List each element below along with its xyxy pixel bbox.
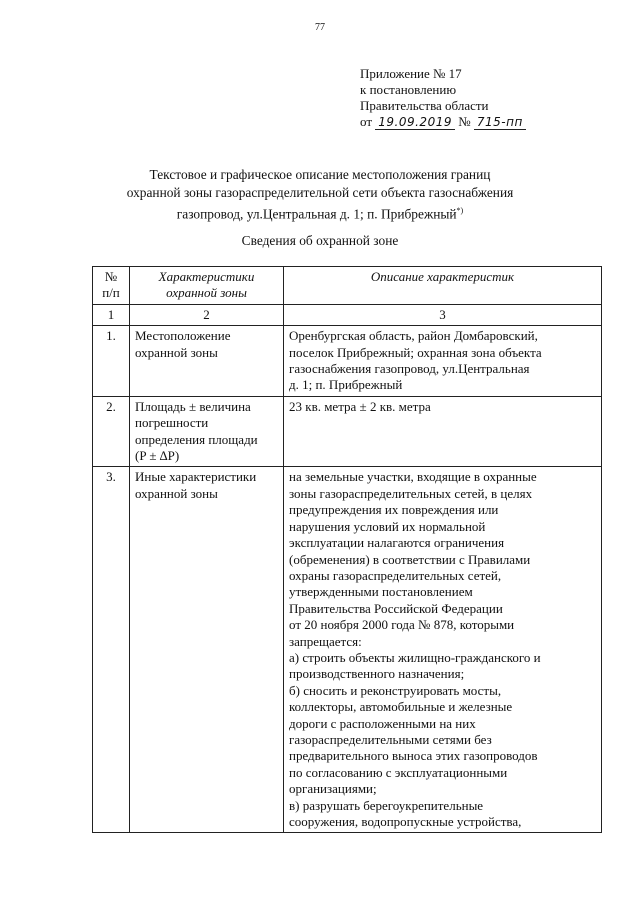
row-number: 3. [93,467,130,833]
appendix-line-2: к постановлению [360,82,457,97]
text-line: Оренбургская область, район Домбаровский, [289,328,538,344]
table-index-row [93,304,602,325]
page-number: 77 [315,22,325,33]
title-line-1: Текстовое и графическое описание местоположения границ [149,167,491,182]
date-prefix: от [360,114,373,129]
text-line: Площадь ± величина [135,398,251,414]
text-line: организациями; [289,781,377,797]
header-characteristics-line-2: охранной зоны [166,285,247,301]
text-line: на земельные участки, входящие в охранные [289,469,537,485]
section-subtitle: Сведения об охранной зоне [241,233,399,248]
text-line: запрещается: [289,633,362,649]
handwritten-number: 715-пп [474,115,526,130]
text-line: газоснабжения газопровод, ул.Центральная [289,361,530,377]
text-line: погрешности [135,415,209,431]
index-cell: 2 [130,304,284,325]
appendix-line-1: Приложение № 17 [360,66,462,81]
header-description: Описание характеристик [284,267,602,305]
title-line-2: охранной зоны газораспределительной сети объекта газоснабжения [126,185,514,200]
row-description [284,467,602,833]
row-number: 1. [93,326,130,397]
title-line-3-text: газопровод, ул.Центральная д. 1; п. Прибрежный [176,206,457,222]
number-prefix: № [458,114,471,129]
text-line: а) строить объекты жилищно-гражданского и [289,649,541,665]
handwritten-date: 19.09.2019 [375,115,455,130]
zone-info-table [92,266,602,833]
footnote-mark: *) [456,206,464,215]
appendix-date-line [360,114,526,130]
text-line: производственного назначения; [289,666,465,682]
text-line: предварительного выноса этих газопроводов [289,748,538,764]
header-number-line-1: № [104,269,118,284]
text-line: зоны газораспределительных сетей, в целях [289,485,533,501]
table-row [93,467,602,833]
row-characteristic [130,326,284,397]
title-line-3 [60,202,580,223]
text-line: Правительства Российской Федерации [289,600,503,616]
text-line: коллекторы, автомобильные и железные [289,699,513,715]
text-line: охранной зоны [135,344,218,360]
table-row [93,326,602,397]
header-characteristics-line-1: Характеристики [158,269,255,284]
text-line: охраны газораспределительных сетей, [289,567,502,583]
index-cell: 3 [284,304,602,325]
appendix-line-3: Правительства области [360,98,489,113]
text-line: Местоположение [135,328,231,344]
row-characteristic [130,396,284,467]
row-characteristic [130,467,284,833]
text-line: дороги с расположенными на них [289,715,476,731]
text-line: (обременения) в соответствии с Правилами [289,551,531,567]
text-line: поселок Прибрежный; охранная зона объекта [289,344,542,360]
header-number-line-2: п/п [102,285,120,301]
text-line: определения площади [135,431,258,447]
text-line: утвержденными постановлением [289,584,473,600]
row-number: 2. [93,396,130,467]
table-row [93,396,602,467]
text-line: Иные характеристики [135,469,257,485]
document-title [60,166,580,223]
text-line: (P ± ∆P) [135,448,180,464]
text-line: предупреждения их повреждения или [289,502,499,518]
header-characteristics [130,267,284,305]
text-line: д. 1; п. Прибрежный [289,377,403,393]
index-cell: 1 [93,304,130,325]
text-line: 23 кв. метра ± 2 кв. метра [289,398,431,414]
appendix-block [360,66,526,130]
text-line: сооружения, водопропускные устройства, [289,814,522,829]
text-line: охранной зоны [135,485,218,501]
text-line: по согласованию с эксплуатационными [289,764,508,780]
row-description [284,396,602,467]
header-number [93,267,130,305]
text-line: эксплуатации налагаются ограничения [289,535,505,551]
text-line: от 20 ноября 2000 года № 878, которыми [289,617,515,633]
text-line: газораспределительными сетями без [289,731,492,747]
text-line: б) сносить и реконструировать мосты, [289,682,502,698]
row-description [284,326,602,397]
table-header-row [93,267,602,305]
text-line: нарушения условий их нормальной [289,518,486,534]
text-line: в) разрушать берегоукрепительные [289,797,484,813]
